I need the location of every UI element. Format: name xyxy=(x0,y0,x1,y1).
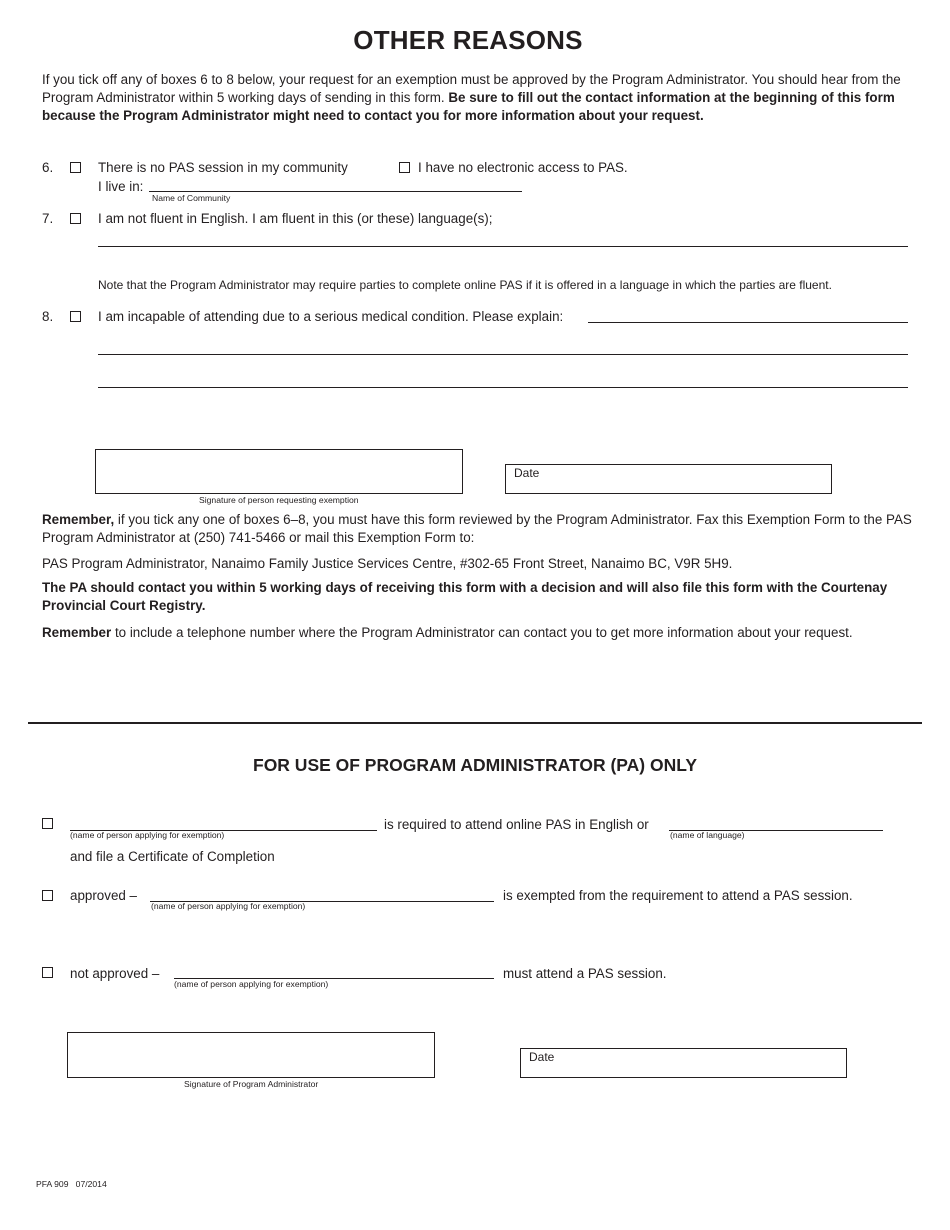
community-caption: Name of Community xyxy=(152,193,231,203)
pa-signature-caption: Signature of Program Administrator xyxy=(184,1079,319,1089)
item-7-note: Note that the Program Administrator may require parties to complete online PAS if it is offered in a language in which the parties are fluent. xyxy=(98,278,832,292)
form-footer xyxy=(36,1179,107,1189)
pa-row2-tail: is exempted from the requirement to attend a PAS session. xyxy=(503,888,853,903)
requester-signature-box[interactable] xyxy=(95,449,463,494)
requester-date-box[interactable] xyxy=(505,464,832,494)
pa-row3-tail: must attend a PAS session. xyxy=(503,966,667,981)
explain-field-1[interactable] xyxy=(588,322,908,323)
pa-row2-name-caption: (name of person applying for exemption) xyxy=(151,901,306,911)
item-7-checkbox[interactable] xyxy=(70,213,81,224)
address-paragraph: PAS Program Administrator, Nanaimo Family Justice Services Centre, #302-65 Front Street, Nanaimo BC, V9R 5H9. xyxy=(42,556,733,571)
item-6-checkbox[interactable] xyxy=(70,162,81,173)
pa-row1-language-caption: (name of language) xyxy=(670,830,745,840)
page-title: OTHER REASONS xyxy=(353,25,583,55)
remember-phone-text: to include a telephone number where the Program Administrator can contact you to get more information about your request. xyxy=(111,625,853,640)
item-6-option-a: There is no PAS session in my community xyxy=(98,160,348,175)
pa-row1-second-line: and file a Certificate of Completion xyxy=(70,849,275,864)
intro-text: If you tick off any of boxes 6 to 8 below, your request for an exemption must be approved by the Program Administrator. You should hear from the Program Administrator within 5 working days of sending in this form. xyxy=(42,72,901,105)
remember-fax-text: if you tick any one of boxes 6–8, you must have this form reviewed by the Program Administrator. Fax this Exemption Form to the PAS Program Administrator at (250) 741-5466 or mail this Exemption Form to: xyxy=(42,512,912,545)
requester-signature-caption: Signature of person requesting exemption xyxy=(199,495,359,505)
intro-bold-text: Be sure to fill out the contact information at the beginning of this form because the Program Administrator might need to contact you for more information about your request. xyxy=(42,90,895,123)
pa-section-heading: FOR USE OF PROGRAM ADMINISTRATOR (PA) ONLY xyxy=(253,755,697,775)
language-field[interactable] xyxy=(98,246,908,247)
remember-fax-bold: Remember, xyxy=(42,512,115,527)
pa-row1-name-caption: (name of person applying for exemption) xyxy=(70,830,225,840)
item-6-live-label: I live in: xyxy=(98,179,144,194)
remember-phone-bold: Remember xyxy=(42,625,112,640)
remember-fax-paragraph xyxy=(42,511,912,547)
pa-not-approved-label: not approved – xyxy=(70,966,160,981)
item-6-number: 6. xyxy=(42,160,54,175)
item-6b-checkbox[interactable] xyxy=(399,162,410,173)
pa-row1-middle-text: is required to attend online PAS in English or xyxy=(384,817,649,832)
item-7-number: 7. xyxy=(42,211,54,226)
pa-approved-label: approved – xyxy=(70,888,138,903)
pa-row3-name-caption: (name of person applying for exemption) xyxy=(174,979,329,989)
form-id: PFA 909 xyxy=(36,1179,69,1189)
item-6-option-b: I have no electronic access to PAS. xyxy=(418,160,628,175)
form-date: 07/2014 xyxy=(75,1179,107,1189)
pa-date-label: Date xyxy=(529,1050,555,1064)
item-8-number: 8. xyxy=(42,309,54,324)
item-7-text: I am not fluent in English. I am fluent in this (or these) language(s); xyxy=(98,211,493,226)
pa-date-box[interactable] xyxy=(520,1048,847,1078)
pa-signature-box[interactable] xyxy=(67,1032,435,1078)
intro-paragraph xyxy=(42,71,912,125)
item-8-checkbox[interactable] xyxy=(70,311,81,322)
pa-not-approved-checkbox[interactable] xyxy=(42,967,53,978)
explain-field-2[interactable] xyxy=(98,354,908,355)
item-8-text: I am incapable of attending due to a serious medical condition. Please explain: xyxy=(98,309,564,324)
remember-phone-paragraph xyxy=(42,624,912,642)
pa-approved-checkbox[interactable] xyxy=(42,890,53,901)
community-field[interactable] xyxy=(149,191,522,192)
section-divider xyxy=(28,722,922,724)
requester-date-label: Date xyxy=(514,466,540,480)
pa-contact-paragraph: The PA should contact you within 5 working days of receiving this form with a decision and will also file this form with the Courtenay Provincial Court Registry. xyxy=(42,580,888,613)
explain-field-3[interactable] xyxy=(98,387,908,388)
pa-required-checkbox[interactable] xyxy=(42,818,53,829)
